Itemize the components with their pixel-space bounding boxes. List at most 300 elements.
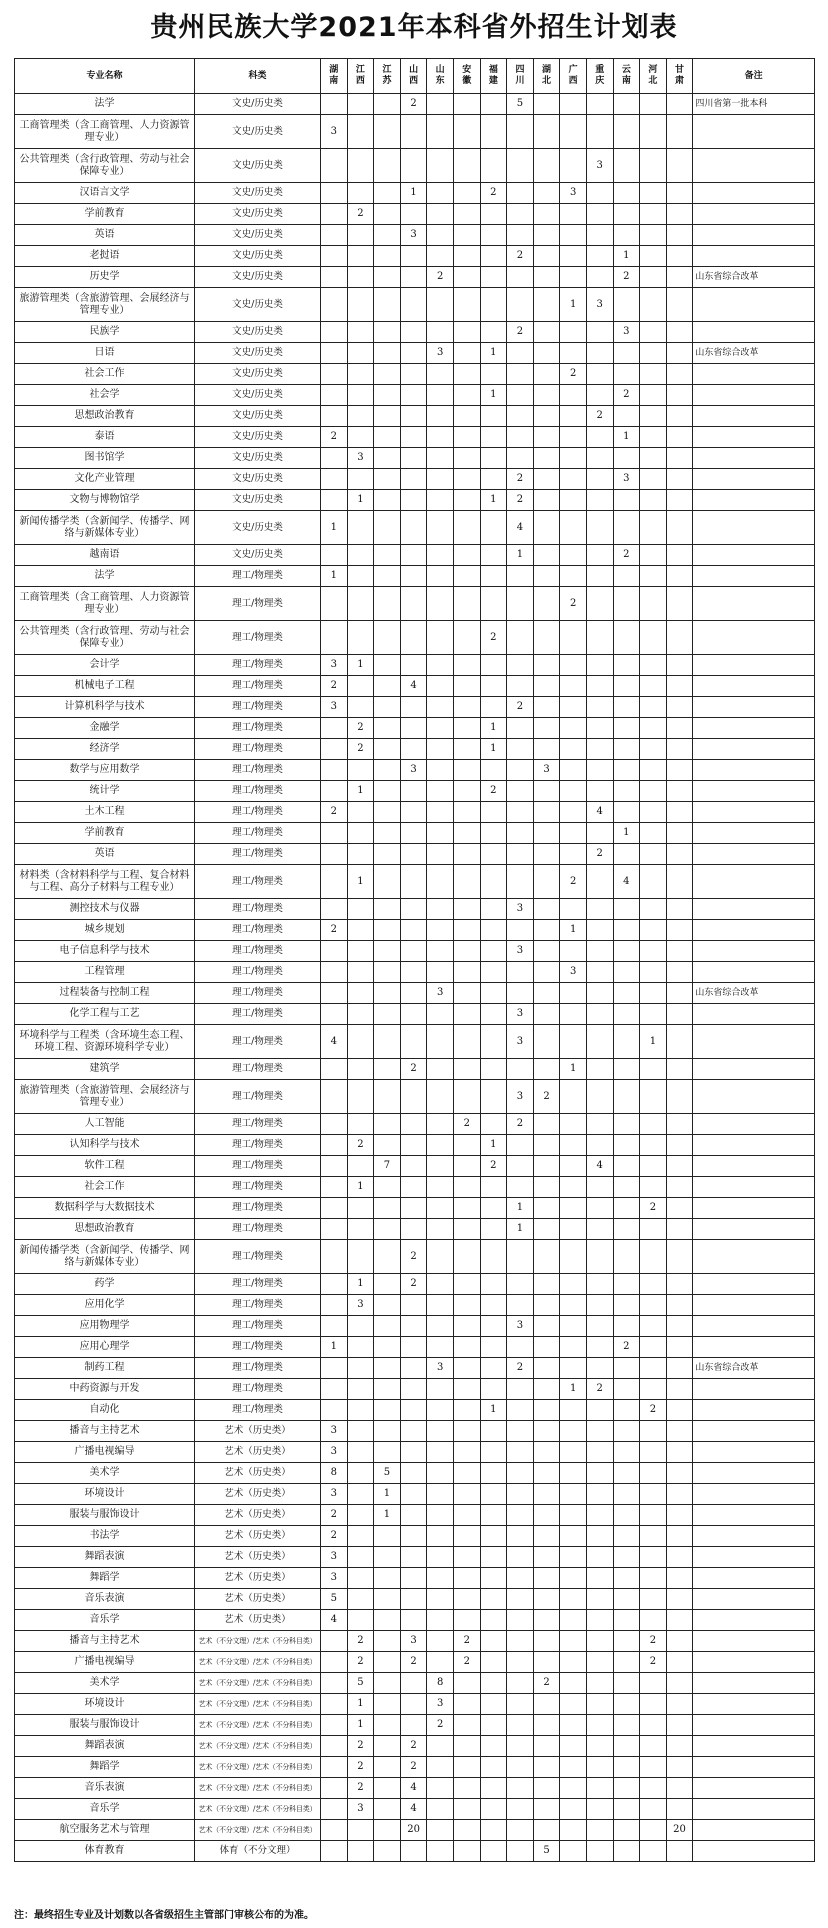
quota-cell bbox=[640, 1778, 667, 1799]
table-row bbox=[15, 490, 815, 511]
quota-cell bbox=[347, 183, 374, 204]
quota-cell bbox=[666, 865, 693, 899]
note-cell bbox=[693, 1337, 815, 1358]
major-name-cell: 体育教育 bbox=[15, 1841, 195, 1862]
quota-cell bbox=[321, 899, 348, 920]
quota-cell bbox=[453, 844, 480, 865]
note-cell bbox=[693, 760, 815, 781]
quota-cell bbox=[533, 364, 560, 385]
header-province: 云 南 bbox=[613, 59, 640, 94]
quota-cell bbox=[640, 1358, 667, 1379]
quota-cell bbox=[480, 115, 507, 149]
quota-cell bbox=[347, 364, 374, 385]
quota-cell: 3 bbox=[586, 149, 613, 183]
major-name-cell: 舞蹈学 bbox=[15, 1757, 195, 1778]
quota-cell bbox=[480, 983, 507, 1004]
quota-cell bbox=[666, 1358, 693, 1379]
quota-cell bbox=[427, 427, 454, 448]
note-cell: 四川省第一批本科 bbox=[693, 94, 815, 115]
quota-cell bbox=[533, 1442, 560, 1463]
quota-cell bbox=[453, 1568, 480, 1589]
quota-cell bbox=[560, 844, 587, 865]
quota-cell bbox=[586, 823, 613, 844]
quota-cell bbox=[427, 1135, 454, 1156]
quota-cell bbox=[640, 1316, 667, 1337]
quota-cell bbox=[321, 1316, 348, 1337]
quota-cell bbox=[427, 1757, 454, 1778]
quota-cell bbox=[533, 1400, 560, 1421]
category-cell: 理工/物理类 bbox=[195, 844, 321, 865]
table-row bbox=[15, 823, 815, 844]
quota-cell bbox=[560, 1274, 587, 1295]
quota-cell bbox=[374, 1442, 401, 1463]
table-row bbox=[15, 322, 815, 343]
quota-cell bbox=[453, 1135, 480, 1156]
table-row bbox=[15, 406, 815, 427]
quota-cell bbox=[533, 1631, 560, 1652]
quota-cell bbox=[586, 566, 613, 587]
quota-cell bbox=[400, 1463, 427, 1484]
quota-cell bbox=[374, 1114, 401, 1135]
quota-cell bbox=[560, 385, 587, 406]
note-cell bbox=[693, 385, 815, 406]
quota-cell bbox=[321, 322, 348, 343]
quota-cell bbox=[374, 718, 401, 739]
quota-cell: 1 bbox=[560, 920, 587, 941]
quota-cell bbox=[666, 1652, 693, 1673]
quota-cell bbox=[666, 1337, 693, 1358]
note-cell bbox=[693, 587, 815, 621]
quota-cell: 1 bbox=[560, 1059, 587, 1080]
quota-cell: 3 bbox=[507, 1316, 534, 1337]
quota-cell: 4 bbox=[400, 676, 427, 697]
quota-cell bbox=[453, 697, 480, 718]
quota-cell bbox=[507, 1631, 534, 1652]
quota-cell bbox=[321, 1198, 348, 1219]
quota-cell bbox=[666, 448, 693, 469]
quota-cell bbox=[586, 1820, 613, 1841]
quota-cell bbox=[560, 1177, 587, 1198]
quota-cell bbox=[400, 587, 427, 621]
quota-cell bbox=[666, 1135, 693, 1156]
quota-cell bbox=[427, 1631, 454, 1652]
category-cell: 理工/物理类 bbox=[195, 566, 321, 587]
quota-cell bbox=[586, 322, 613, 343]
quota-cell bbox=[640, 899, 667, 920]
quota-cell bbox=[533, 1177, 560, 1198]
quota-cell bbox=[480, 802, 507, 823]
table-row bbox=[15, 183, 815, 204]
quota-cell bbox=[347, 1442, 374, 1463]
quota-cell bbox=[427, 1156, 454, 1177]
quota-cell bbox=[427, 1219, 454, 1240]
quota-cell bbox=[453, 1442, 480, 1463]
note-cell bbox=[693, 364, 815, 385]
quota-cell bbox=[374, 1589, 401, 1610]
header-province: 山 西 bbox=[400, 59, 427, 94]
quota-cell bbox=[453, 1421, 480, 1442]
quota-cell bbox=[640, 697, 667, 718]
quota-cell bbox=[347, 545, 374, 566]
major-name-cell: 书法学 bbox=[15, 1526, 195, 1547]
major-name-cell: 社会学 bbox=[15, 385, 195, 406]
quota-cell bbox=[321, 941, 348, 962]
quota-cell: 3 bbox=[560, 183, 587, 204]
quota-cell bbox=[560, 246, 587, 267]
quota-cell bbox=[400, 288, 427, 322]
quota-cell bbox=[400, 1337, 427, 1358]
category-cell: 文史/历史类 bbox=[195, 183, 321, 204]
category-cell: 理工/物理类 bbox=[195, 865, 321, 899]
table-row bbox=[15, 1484, 815, 1505]
header-major: 专业名称 bbox=[15, 59, 195, 94]
quota-cell bbox=[427, 469, 454, 490]
major-name-cell: 人工智能 bbox=[15, 1114, 195, 1135]
note-cell bbox=[693, 802, 815, 823]
quota-cell: 1 bbox=[480, 385, 507, 406]
quota-cell bbox=[640, 1219, 667, 1240]
quota-cell bbox=[507, 566, 534, 587]
quota-cell bbox=[560, 1631, 587, 1652]
quota-cell bbox=[507, 1673, 534, 1694]
quota-cell bbox=[374, 1799, 401, 1820]
quota-cell: 2 bbox=[560, 364, 587, 385]
quota-cell bbox=[613, 1135, 640, 1156]
major-name-cell: 计算机科学与技术 bbox=[15, 697, 195, 718]
quota-cell bbox=[374, 94, 401, 115]
quota-cell bbox=[507, 1274, 534, 1295]
table-row bbox=[15, 1694, 815, 1715]
quota-cell bbox=[374, 587, 401, 621]
quota-cell bbox=[374, 149, 401, 183]
note-cell bbox=[693, 1114, 815, 1135]
table-row bbox=[15, 697, 815, 718]
quota-cell bbox=[400, 920, 427, 941]
quota-cell bbox=[640, 1274, 667, 1295]
quota-cell bbox=[374, 1219, 401, 1240]
category-cell: 体育（不分文理） bbox=[195, 1841, 321, 1862]
quota-cell bbox=[613, 511, 640, 545]
quota-cell bbox=[400, 1025, 427, 1059]
quota-cell bbox=[533, 406, 560, 427]
quota-cell bbox=[586, 1059, 613, 1080]
category-cell: 理工/物理类 bbox=[195, 1114, 321, 1135]
quota-cell bbox=[666, 385, 693, 406]
page-title: 贵州民族大学2021年本科省外招生计划表 bbox=[150, 12, 678, 43]
note-cell bbox=[693, 1295, 815, 1316]
quota-cell bbox=[427, 655, 454, 676]
quota-cell bbox=[480, 1778, 507, 1799]
quota-cell bbox=[586, 183, 613, 204]
quota-cell bbox=[666, 1059, 693, 1080]
quota-cell bbox=[640, 1526, 667, 1547]
category-cell: 艺术（历史类） bbox=[195, 1589, 321, 1610]
quota-cell bbox=[374, 490, 401, 511]
quota-cell bbox=[400, 983, 427, 1004]
quota-cell bbox=[507, 183, 534, 204]
quota-cell: 2 bbox=[507, 490, 534, 511]
table-row bbox=[15, 1589, 815, 1610]
quota-cell bbox=[480, 1295, 507, 1316]
quota-cell bbox=[640, 920, 667, 941]
note-cell bbox=[693, 621, 815, 655]
quota-cell bbox=[480, 823, 507, 844]
table-row bbox=[15, 1841, 815, 1862]
quota-cell bbox=[666, 781, 693, 802]
quota-cell bbox=[321, 865, 348, 899]
quota-cell bbox=[666, 1177, 693, 1198]
category-cell: 文史/历史类 bbox=[195, 406, 321, 427]
quota-cell bbox=[533, 899, 560, 920]
table-row bbox=[15, 1778, 815, 1799]
quota-cell bbox=[453, 1177, 480, 1198]
quota-cell bbox=[666, 1198, 693, 1219]
quota-cell: 20 bbox=[400, 1820, 427, 1841]
quota-cell bbox=[374, 322, 401, 343]
quota-cell bbox=[533, 941, 560, 962]
quota-cell bbox=[560, 1652, 587, 1673]
quota-cell bbox=[427, 899, 454, 920]
quota-cell bbox=[613, 1025, 640, 1059]
quota-cell bbox=[666, 1442, 693, 1463]
quota-cell bbox=[427, 1841, 454, 1862]
header-province: 湖 南 bbox=[321, 59, 348, 94]
quota-cell bbox=[347, 1114, 374, 1135]
quota-cell bbox=[347, 1198, 374, 1219]
quota-cell: 1 bbox=[507, 545, 534, 566]
quota-cell bbox=[321, 1004, 348, 1025]
note-cell bbox=[693, 1820, 815, 1841]
category-cell: 艺术（历史类） bbox=[195, 1463, 321, 1484]
quota-cell bbox=[480, 941, 507, 962]
quota-cell bbox=[480, 1631, 507, 1652]
quota-cell: 7 bbox=[374, 1156, 401, 1177]
quota-cell bbox=[321, 1757, 348, 1778]
quota-cell: 1 bbox=[321, 511, 348, 545]
quota-cell bbox=[453, 1274, 480, 1295]
quota-cell bbox=[400, 545, 427, 566]
quota-cell: 2 bbox=[533, 1673, 560, 1694]
table-row bbox=[15, 1059, 815, 1080]
quota-cell bbox=[533, 1025, 560, 1059]
quota-cell bbox=[533, 1589, 560, 1610]
quota-cell bbox=[427, 1484, 454, 1505]
quota-cell bbox=[453, 1484, 480, 1505]
quota-cell bbox=[453, 1240, 480, 1274]
quota-cell bbox=[453, 1778, 480, 1799]
quota-cell bbox=[560, 697, 587, 718]
quota-cell bbox=[586, 1295, 613, 1316]
quota-cell bbox=[347, 676, 374, 697]
quota-cell bbox=[533, 1694, 560, 1715]
quota-cell: 1 bbox=[374, 1484, 401, 1505]
quota-cell bbox=[666, 511, 693, 545]
quota-cell bbox=[400, 1505, 427, 1526]
quota-cell bbox=[560, 149, 587, 183]
quota-cell bbox=[427, 1820, 454, 1841]
quota-cell bbox=[560, 322, 587, 343]
note-cell bbox=[693, 1631, 815, 1652]
quota-cell: 3 bbox=[427, 983, 454, 1004]
quota-cell bbox=[640, 288, 667, 322]
major-name-cell: 服装与服饰设计 bbox=[15, 1505, 195, 1526]
quota-cell bbox=[321, 983, 348, 1004]
quota-cell bbox=[347, 288, 374, 322]
quota-cell bbox=[400, 802, 427, 823]
category-cell: 理工/物理类 bbox=[195, 983, 321, 1004]
table-row bbox=[15, 545, 815, 566]
category-cell: 理工/物理类 bbox=[195, 621, 321, 655]
quota-cell bbox=[560, 760, 587, 781]
quota-cell bbox=[427, 1274, 454, 1295]
table-row bbox=[15, 1337, 815, 1358]
quota-cell bbox=[533, 545, 560, 566]
quota-cell bbox=[613, 697, 640, 718]
note-cell bbox=[693, 1080, 815, 1114]
major-name-cell: 服装与服饰设计 bbox=[15, 1715, 195, 1736]
quota-cell bbox=[427, 1463, 454, 1484]
category-cell: 文史/历史类 bbox=[195, 288, 321, 322]
quota-cell bbox=[586, 1505, 613, 1526]
quota-cell bbox=[507, 1421, 534, 1442]
table-row bbox=[15, 385, 815, 406]
quota-cell: 2 bbox=[427, 1715, 454, 1736]
category-cell: 艺术（历史类） bbox=[195, 1547, 321, 1568]
table-row bbox=[15, 1631, 815, 1652]
quota-cell bbox=[586, 115, 613, 149]
quota-cell: 1 bbox=[321, 566, 348, 587]
quota-cell bbox=[613, 802, 640, 823]
category-cell: 文史/历史类 bbox=[195, 115, 321, 149]
note-cell bbox=[693, 246, 815, 267]
quota-cell: 2 bbox=[586, 406, 613, 427]
quota-cell bbox=[480, 1177, 507, 1198]
quota-cell: 1 bbox=[613, 427, 640, 448]
quota-cell bbox=[586, 865, 613, 899]
table-row bbox=[15, 621, 815, 655]
quota-cell bbox=[347, 566, 374, 587]
quota-cell bbox=[507, 621, 534, 655]
quota-cell bbox=[453, 94, 480, 115]
quota-cell bbox=[613, 1799, 640, 1820]
quota-cell bbox=[533, 962, 560, 983]
quota-cell bbox=[374, 1820, 401, 1841]
quota-cell bbox=[427, 1316, 454, 1337]
quota-cell bbox=[507, 288, 534, 322]
table-row bbox=[15, 1757, 815, 1778]
table-row bbox=[15, 204, 815, 225]
quota-cell bbox=[480, 655, 507, 676]
quota-cell bbox=[640, 149, 667, 183]
table-row bbox=[15, 1004, 815, 1025]
major-name-cell: 统计学 bbox=[15, 781, 195, 802]
quota-cell: 8 bbox=[321, 1463, 348, 1484]
quota-cell bbox=[586, 246, 613, 267]
table-row bbox=[15, 781, 815, 802]
major-name-cell: 音乐学 bbox=[15, 1799, 195, 1820]
quota-cell bbox=[640, 962, 667, 983]
quota-cell bbox=[321, 1841, 348, 1862]
quota-cell bbox=[560, 1820, 587, 1841]
major-name-cell: 新闻传播学类（含新闻学、传播学、网络与新媒体专业） bbox=[15, 511, 195, 545]
quota-cell bbox=[427, 1025, 454, 1059]
quota-cell bbox=[586, 1547, 613, 1568]
quota-cell bbox=[453, 406, 480, 427]
quota-cell bbox=[507, 1694, 534, 1715]
quota-cell bbox=[507, 587, 534, 621]
quota-cell bbox=[666, 566, 693, 587]
quota-cell bbox=[613, 115, 640, 149]
quota-cell bbox=[347, 1841, 374, 1862]
quota-cell bbox=[560, 94, 587, 115]
quota-cell bbox=[666, 1568, 693, 1589]
quota-cell bbox=[640, 406, 667, 427]
quota-cell bbox=[321, 1295, 348, 1316]
quota-cell bbox=[374, 781, 401, 802]
quota-cell bbox=[374, 1778, 401, 1799]
quota-cell: 2 bbox=[347, 739, 374, 760]
quota-cell bbox=[400, 427, 427, 448]
enrollment-plan-table bbox=[14, 58, 815, 1862]
category-cell: 文史/历史类 bbox=[195, 545, 321, 566]
quota-cell bbox=[400, 364, 427, 385]
category-cell: 文史/历史类 bbox=[195, 490, 321, 511]
note-cell bbox=[693, 655, 815, 676]
quota-cell bbox=[640, 1673, 667, 1694]
quota-cell bbox=[640, 1379, 667, 1400]
quota-cell bbox=[560, 1400, 587, 1421]
quota-cell bbox=[427, 115, 454, 149]
quota-cell bbox=[533, 1379, 560, 1400]
quota-cell bbox=[533, 246, 560, 267]
quota-cell: 3 bbox=[427, 343, 454, 364]
quota-cell: 1 bbox=[347, 1274, 374, 1295]
major-name-cell: 音乐表演 bbox=[15, 1778, 195, 1799]
quota-cell bbox=[533, 1610, 560, 1631]
quota-cell bbox=[321, 1820, 348, 1841]
quota-cell bbox=[560, 1673, 587, 1694]
quota-cell bbox=[586, 204, 613, 225]
quota-cell bbox=[480, 288, 507, 322]
quota-cell bbox=[640, 1736, 667, 1757]
quota-cell: 1 bbox=[560, 1379, 587, 1400]
quota-cell bbox=[507, 1240, 534, 1274]
quota-cell bbox=[507, 1547, 534, 1568]
quota-cell bbox=[640, 1004, 667, 1025]
quota-cell bbox=[347, 1358, 374, 1379]
quota-cell bbox=[347, 941, 374, 962]
quota-cell: 1 bbox=[480, 343, 507, 364]
quota-cell bbox=[560, 676, 587, 697]
table-row bbox=[15, 1080, 815, 1114]
note-cell bbox=[693, 718, 815, 739]
quota-cell bbox=[321, 406, 348, 427]
quota-cell bbox=[507, 1177, 534, 1198]
quota-cell bbox=[507, 1757, 534, 1778]
quota-cell bbox=[666, 802, 693, 823]
note-cell bbox=[693, 844, 815, 865]
note-cell bbox=[693, 1736, 815, 1757]
quota-cell bbox=[586, 1757, 613, 1778]
quota-cell bbox=[666, 225, 693, 246]
quota-cell: 3 bbox=[533, 760, 560, 781]
quota-cell bbox=[347, 1316, 374, 1337]
quota-cell bbox=[480, 427, 507, 448]
quota-cell: 1 bbox=[347, 781, 374, 802]
quota-cell bbox=[666, 1114, 693, 1135]
quota-cell bbox=[480, 1379, 507, 1400]
quota-cell bbox=[640, 983, 667, 1004]
